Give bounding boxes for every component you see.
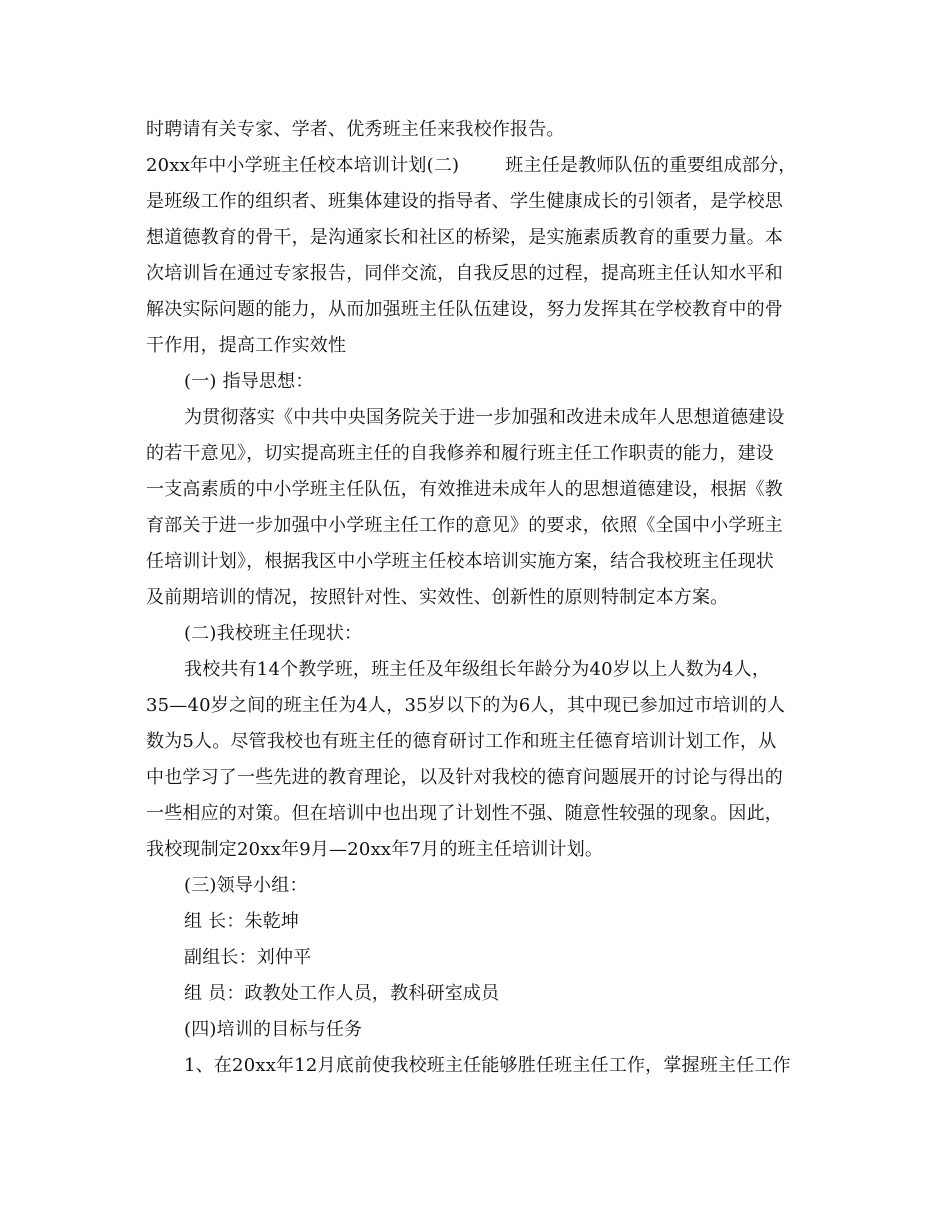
paragraph-line: 的若干意见》，切实提高班主任的自我修养和履行班主任工作职责的能力，建设 [146, 443, 774, 464]
paragraph-line: 我校共有14个教学班，班主任及年级组长年龄分为40岁以上人数为4人， [184, 659, 771, 680]
paragraph-line: 35—40岁之间的班主任为4人，35岁以下的为6人，其中现已参加过市培训的人 [146, 695, 786, 716]
paragraph-line: 干作用，提高工作实效性 [146, 335, 347, 356]
paragraph-line: 是班级工作的组织者、班集体建设的指导者、学生健康成长的引领者，是学校思 [146, 191, 783, 212]
paragraph-line: 1、在20xx年12月底前使我校班主任能够胜任班主任工作，掌握班主任工作 [184, 1055, 791, 1076]
paragraph-line: 一支高素质的中小学班主任队伍，有效推进未成年人的思想道德建设，根据《教 [146, 479, 783, 500]
paragraph-line: 中也学习了一些先进的教育理论，以及针对我校的德育问题展开的讨论与得出的 [146, 767, 783, 788]
section-heading: (四)培训的目标与任务 [184, 1019, 363, 1040]
document-body [146, 112, 806, 1084]
paragraph-line: 次培训旨在通过专家报告，同伴交流，自我反思的过程，提高班主任认知水平和 [146, 263, 783, 284]
paragraph-line: 为贯彻落实《中共中央国务院关于进一步加强和改进未成年人思想道德建设 [184, 407, 785, 428]
paragraph-line: 解决实际问题的能力，从而加强班主任队伍建设，努力发挥其在学校教育中的骨 [146, 299, 783, 320]
paragraph-line: 及前期培训的情况，按照针对性、实效性、创新性的原则特制定本方案。 [146, 587, 729, 608]
paragraph-line: 数为5人。尽管我校也有班主任的德育研讨工作和班主任德育培训计划工作，从 [146, 731, 777, 752]
plan-title: 20xx年中小学班主任校本培训计划(二) [146, 155, 460, 176]
paragraph-line: 一些相应的对策。但在培训中也出现了计划性不强、随意性较强的现象。因此， [146, 803, 783, 824]
plan-title-line [146, 148, 806, 184]
paragraph-line: 想道德教育的骨干，是沟通家长和社区的桥梁，是实施素质教育的重要力量。本 [146, 227, 783, 248]
team-deputy-line: 副组长：刘仲平 [184, 947, 312, 968]
paragraph-line: 班主任是教师队伍的重要组成部分， [505, 155, 797, 176]
section-heading: (一) 指导思想： [184, 371, 314, 392]
section-heading: (三)领导小组： [184, 875, 308, 896]
section-heading: (二)我校班主任现状： [184, 623, 363, 644]
team-leader-line: 组 长：朱乾坤 [184, 911, 300, 932]
paragraph-line: 任培训计划》，根据我区中小学班主任校本培训实施方案，结合我校班主任现状 [146, 551, 774, 572]
paragraph-line: 时聘请有关专家、学者、优秀班主任来我校作报告。 [146, 119, 565, 140]
paragraph-line: 我校现制定20xx年9月—20xx年7月的班主任培训计划。 [146, 839, 604, 860]
paragraph-line: 育部关于进一步加强中小学班主任工作的意见》的要求，依照《全国中小学班主 [146, 515, 783, 536]
team-members-line: 组 员：政教处工作人员，教科研室成员 [184, 983, 500, 1004]
